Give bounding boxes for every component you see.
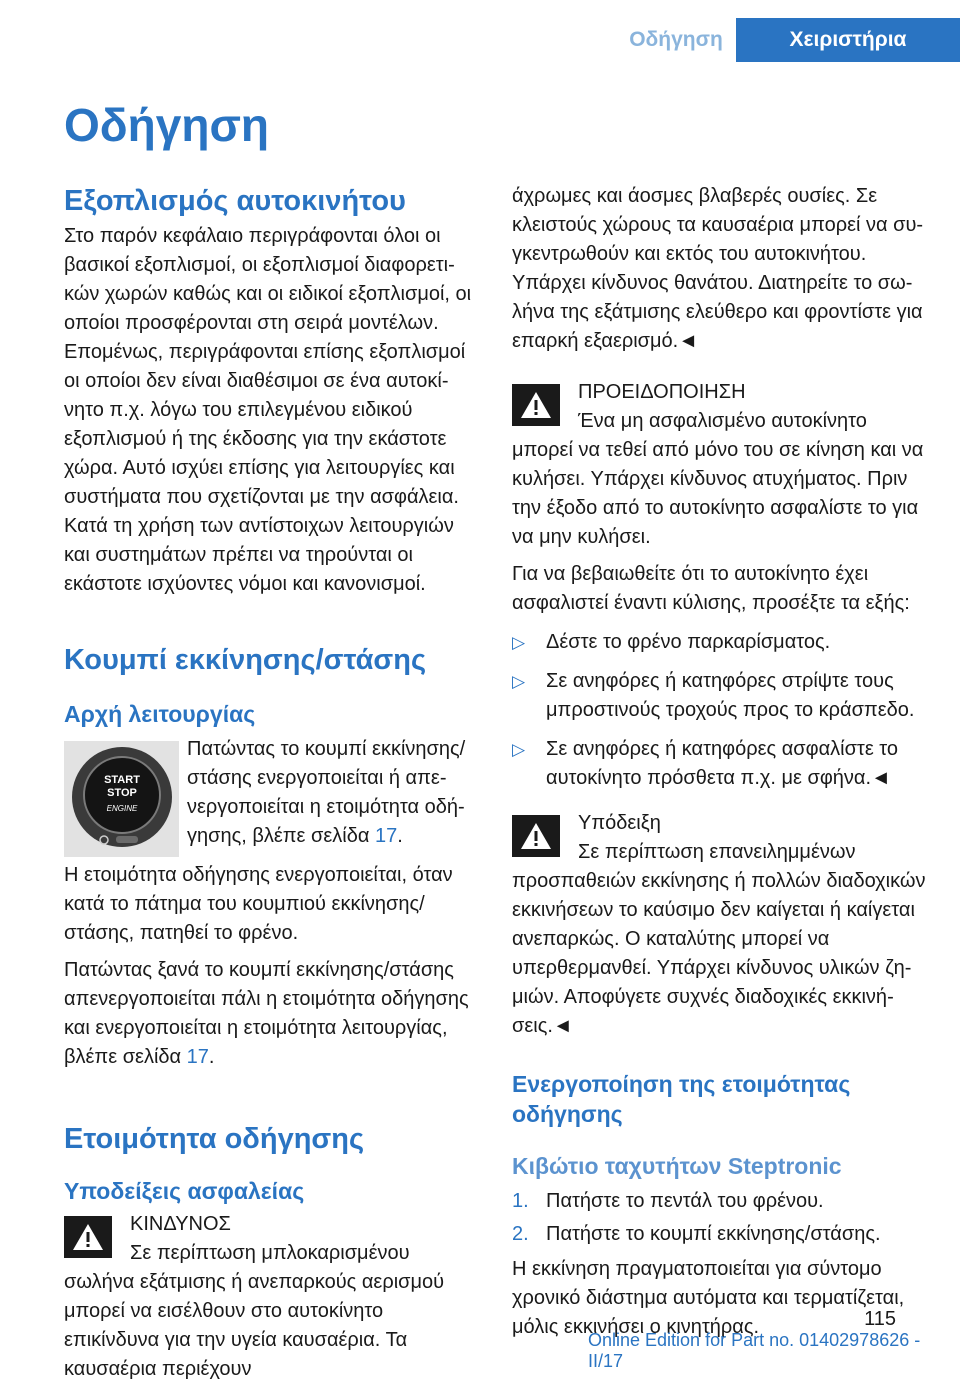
page-link-17[interactable]: 17 [186, 1046, 209, 1068]
list-item-text: Σε ανηφόρες ή κατηφόρες στρίψτε τους μπροστινούς τροχούς προς το κράσπεδο. [546, 670, 915, 721]
list-item [512, 628, 926, 657]
list-item [512, 735, 926, 793]
list-item [512, 1187, 926, 1216]
warning-triangle-icon [512, 384, 560, 426]
tab-section[interactable]: Οδήγηση [616, 18, 736, 62]
principle-paragraph-2: Η ετοιμότητα οδήγησης ενεργοποιείται, όταν κατά το πάτημα του κουμπιού εκκίνησης/στάσης, πατηθεί το φρένο. [64, 864, 453, 944]
start-stop-button-image [64, 741, 179, 857]
warning-notice [512, 378, 926, 552]
hint-notice [512, 809, 926, 1041]
note-label: Υπόδειξη [578, 812, 661, 834]
list-item-text: Πατήστε το κουμπί εκκίνησης/στάσης. [546, 1223, 881, 1245]
list-item [512, 1220, 926, 1249]
principle-heading: Αρχή λειτουργίας [64, 701, 256, 727]
start-stop-button-photo [64, 741, 179, 857]
secure-list [512, 628, 926, 793]
equipment-text: Στο παρόν κεφάλαιο περιγράφονται όλοι οι βασικοί εξοπλισμοί, οι εξοπλισμοί διαφορετικών χωρών καθώς και οι ειδικοί εξοπλισμοί, οι οποίοι προσφέρονται στη σειρά μοντέλων. Επομένως, περιγράφονται επίσης εξοπλισμοί οι οποίοι δεν είναι διαθέσιμοι σε ένα αυτοκίνητο π.χ. λόγω του επιλεγμένου ειδικού εξοπλισμού ή της έκδοσης για την εκάστοτε χώρα. Αυτό ισχύει επίσης για λειτουργίες και συστήματα που σχετίζονται με την ασφάλεια. Κατά τη χρήση των αντίστοιχων λειτουργιών και συστημάτων πρέπει να τηρούνται οι εκάστοτε ισχύοντες νόμοι και κανονισμοί. [64, 225, 472, 595]
tab-chapter[interactable]: Χειριστήρια [736, 18, 960, 62]
right-column [512, 182, 926, 1342]
steptronic-heading: Κιβώτιο ταχυτήτων Steptronic [512, 1153, 842, 1179]
step-number: 1. [512, 1190, 529, 1212]
list-item [512, 667, 926, 725]
page-link-17[interactable]: 17 [375, 825, 398, 847]
activate-heading: Ενεργοποίηση της ετοιμότητας οδήγησης [512, 1071, 851, 1127]
warning-text: Ένα μη ασφαλισμένο αυτοκίνητο μπορεί να τεθεί από μόνο του σε κίνηση και να κυλήσει. Υπάρχει κίνδυνος ατυχήματος. Πριν την έξοδο από το αυτοκίνητο ασφαλίστε το για να μην κυλήσει. [512, 410, 924, 548]
danger-label: ΚΙΝΔΥΝΟΣ [130, 1213, 231, 1235]
danger-text-continued: άχρωμες και άοσμες βλαβερές ουσίες. Σε κλειστούς χώρους τα καυσαέρια μπορεί να συγκεντρωθούν και εκτός του αυτοκινήτου. Υπάρχει κίνδυνος θανάτου. Διατηρείτε το σωλήνα της εξάτμισης ελεύθερο και φροντίστε για επαρκή εξαερισμό.◄ [512, 185, 924, 352]
page-title: Οδήγηση [64, 99, 270, 151]
principle-text-end: . [397, 825, 403, 847]
triangle-bullet-icon: ▷ [512, 740, 526, 759]
triangle-bullet-icon: ▷ [512, 672, 526, 691]
danger-text: Σε περίπτωση μπλοκαρισμένου σωλήνα εξάτμισης ή ανεπαρκούς αερισμού μπορεί να εισέλθουν στο αυτοκίνητο επικίνδυνα για την υγεία καυσαέρια. Τα καυσαέρια περιέχουν [64, 1242, 445, 1380]
warning-triangle-icon [512, 815, 560, 857]
steps-list [512, 1187, 926, 1249]
list-item-text: Σε ανηφόρες ή κατηφόρες ασφαλίστε το αυτοκίνητο πρόσθετα π.χ. με σφήνα.◄ [546, 738, 899, 789]
triangle-bullet-icon: ▷ [512, 633, 526, 652]
principle-text: Πατώντας το κουμπί εκκίνησης/στάσης ενεργοποιείται ή απενεργοποιείται η ετοιμότητα οδήγησης, βλέπε σελίδα [187, 738, 466, 847]
safety-heading: Υποδείξεις ασφαλείας [64, 1178, 305, 1204]
start-text: Η εκκίνηση πραγματοποιείται για σύντομο χρονικό διάστημα αυτόματα και τερματίζεται, μόλις εκκινήσει ο κινητήρας. [512, 1258, 905, 1338]
equipment-heading: Εξοπλισμός αυτοκινήτου [64, 185, 406, 217]
principle-text-end: . [208, 1046, 215, 1068]
header-tabs [616, 18, 960, 62]
list-item-text: Δέστε το φρένο παρκαρίσματος. [546, 631, 831, 653]
button-label-start: START [104, 774, 140, 786]
principle-paragraph-3 [64, 956, 479, 1072]
start-stop-button-heading: Κουμπί εκκίνησης/στάσης [64, 644, 427, 676]
warning-triangle-icon [64, 1216, 112, 1258]
footer-edition: Online Edition for Part no. 01402978626 - II/17 [588, 1330, 921, 1371]
readiness-heading: Ετοιμότητα οδήγησης [64, 1123, 365, 1155]
note-text: Σε περίπτωση επανειλημμένων προσπαθειών εκκίνησης ή πολλών διαδοχικών εκκινήσεων το καύσιμο δεν καίγεται ή καίγεται ανεπαρκώς. Ο καταλύτης μπορεί να υπερθερμανθεί. Υπάρχει κίνδυνος υλικών ζημιών. Αποφύγετε συχνές διαδοχικές εκκινήσεις.◄ [512, 841, 926, 1037]
danger-notice [64, 1210, 479, 1384]
list-item-text: Πατήστε το πεντάλ του φρένου. [546, 1190, 824, 1212]
left-column [64, 182, 479, 1384]
button-label-engine: ENGINE [106, 804, 138, 813]
principle-text: Πατώντας ξανά το κουμπί εκκίνησης/στάσης απενεργοποιείται πάλι η ετοιμότητα οδήγησης και ενεργοποιείται η ετοιμότητα λειτουργίας, βλέπε σελίδα [64, 959, 469, 1068]
step-number: 2. [512, 1223, 529, 1245]
principle-block [64, 735, 479, 948]
warning-label: ΠΡΟΕΙΔΟΠΟΙΗΣΗ [578, 381, 746, 403]
button-label-stop: STOP [107, 787, 137, 799]
page-number: 115 [864, 1308, 896, 1330]
secure-intro: Για να βεβαιωθείτε ότι το αυτοκίνητο έχει ασφαλιστεί έναντι κύλισης, προσέξτε τα εξής: [512, 563, 910, 614]
